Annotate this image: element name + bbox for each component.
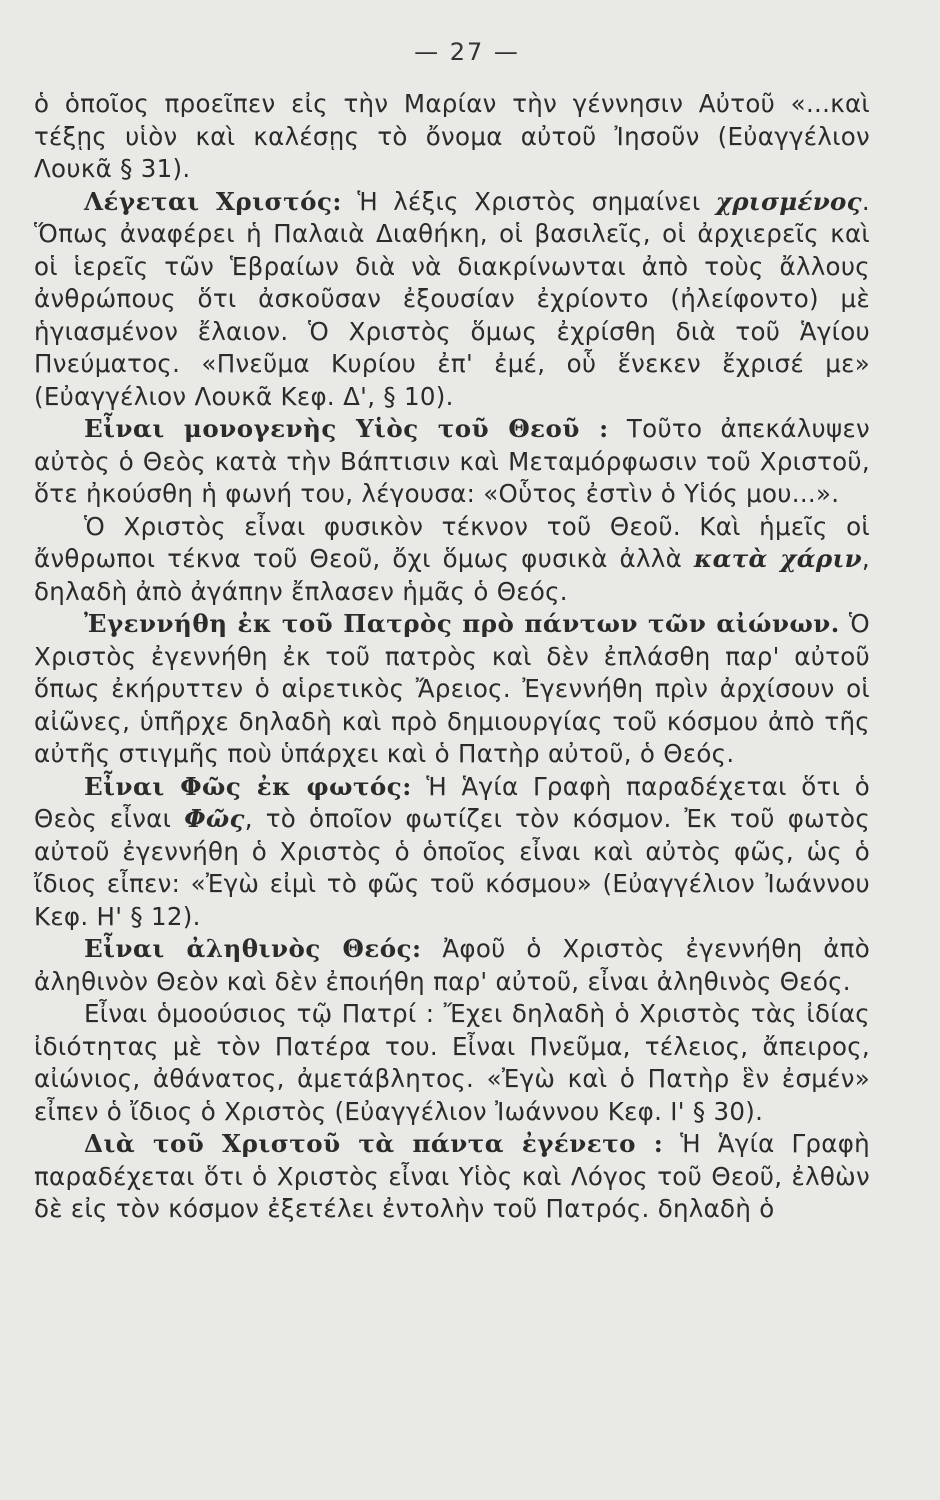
page-number: — 27 — (414, 38, 520, 66)
paragraph-text-continued: , τὸ ὁποῖον φωτίζει τὸν κόσμον. Ἐκ τοῦ φωτὸς αὐτοῦ ἐγεννήθη ὁ Χριστὸς ὁ ὁποῖος εἶναι καὶ αὐτὸς φῶς, ὡς ὁ ἴδιος εἶπεν: «Ἐγὼ εἰμὶ τὸ φῶς τοῦ κόσμου» (Εὐαγγέλιον Ἰωάννου Κεφ. Η' § 12). (34, 804, 870, 931)
paragraph-6 (34, 771, 870, 934)
emphasized-term: Φῶς (184, 804, 245, 833)
paragraph-text: ὁ ὁποῖος προεῖπεν εἰς τὴν Μαρίαν τὴν γέννησιν Αὐτοῦ «...καὶ τέξῃς υἱὸν καὶ καλέσῃς τὸ ὄνομα αὐτοῦ Ἰησοῦν (Εὐαγγέλιον Λουκᾶ § 31). (34, 89, 870, 183)
paragraph-text: Ἀφοῦ ὁ Χριστὸς ἐγεννήθη ἀπὸ ἀληθινὸν Θεὸν καὶ δὲν ἐποιήθη παρ' αὐτοῦ, εἶναι ἀληθινὸς Θεός. (34, 934, 870, 996)
paragraph-1 (34, 88, 870, 186)
paragraph-7 (34, 933, 870, 998)
paragraph-text: Ἡ Ἁγία Γραφὴ παραδέχεται ὅτι ὁ Χριστὸς εἶναι Υἱὸς καὶ Λόγος τοῦ Θεοῦ, ἐλθὼν δὲ εἰς τὸν κόσμον ἐξετέλει ἐντολὴν τοῦ Πατρός. δηλαδὴ ὁ (34, 1129, 870, 1223)
paragraph-text: Ὁ Χριστὸς εἶναι φυσικὸν τέκνον τοῦ Θεοῦ. Καὶ ἡμεῖς οἱ ἄνθρωποι τέκνα τοῦ Θεοῦ, ὄχι ὅμως φυσικὰ ἀλλὰ (34, 511, 870, 573)
paragraph-heading: Λέγεται Χριστός: (84, 186, 342, 216)
paragraph-3 (34, 413, 870, 511)
paragraph-8 (34, 998, 870, 1128)
paragraph-text-continued: , δηλαδὴ ἀπὸ ἀγάπην ἔπλασεν ἡμᾶς ὁ Θεός. (34, 544, 871, 606)
paragraph-text: Ἡ Ἁγία Γραφὴ παραδέχεται ὅτι ὁ Θεὸς εἶναι (34, 771, 870, 833)
emphasized-term: χρισμένος (715, 186, 862, 216)
paragraph-heading: Εἶναι ἀληθινὸς Θεός: (84, 934, 422, 963)
paragraph-5 (34, 608, 870, 771)
paragraph-9 (34, 1128, 870, 1226)
paragraph-heading: Διὰ τοῦ Χριστοῦ τὰ πάντα ἐγένετο : (84, 1129, 664, 1158)
paragraph-text: Ὁ Χριστὸς ἐγεννήθη ἐκ τοῦ πατρὸς καὶ δὲν ἐπλάσθη παρ' αὐτοῦ ὅπως ἐκήρυττεν ὁ αἱρετικὸς Ἄρειος. Ἐγεννήθη πρὶν ἀρχίσουν οἱ αἰῶνες, ὑπῆρχε δηλαδὴ καὶ πρὸ δημιουργίας τοῦ κόσμου ἀπὸ τῆς αὐτῆς στιγμῆς ποὺ ὑπάρχει καὶ ὁ Πατὴρ αὐτοῦ, ὁ Θεός. (34, 609, 870, 768)
paragraph-4 (34, 511, 870, 609)
paragraph-heading: Εἶναι μονογενὴς Υἱὸς τοῦ Θεοῦ : (84, 414, 609, 443)
paragraph-text: Τοῦτο ἀπεκάλυψεν αὐτὸς ὁ Θεὸς κατὰ τὴν Βάπτισιν καὶ Μεταμόρφωσιν τοῦ Χριστοῦ, ὅτε ἠκούσθη ἡ φωνή του, λέγουσα: «Οὗτος ἐστὶν ὁ Υἱός μου...». (34, 414, 870, 508)
emphasized-term: κατὰ χάριν (693, 544, 862, 573)
paragraph-text: Εἶναι ὁμοούσιος τῷ Πατρί : Ἔχει δηλαδὴ ὁ Χριστὸς τὰς ἰδίας ἰδιότητας μὲ τὸν Πατέρα του. Εἶναι Πνεῦμα, τέλειος, ἄπειρος, αἰώνιος, ἀθάνατος, ἀμετάβλητος. «Ἐγὼ καὶ ὁ Πατὴρ ἓν ἐσμέν» εἶπεν ὁ ἴδιος ὁ Χριστὸς (Εὐαγγέλιον Ἰωάννου Κεφ. Ι' § 30). (34, 999, 870, 1126)
paragraph-heading: Ἐγεννήθη ἐκ τοῦ Πατρὸς πρὸ πάντων τῶν αἰώνων. (84, 609, 840, 638)
paragraph-heading: Εἶναι Φῶς ἐκ φωτός: (84, 771, 412, 801)
paragraph-text: Ἡ λέξις Χριστὸς σημαίνει (341, 186, 716, 216)
paragraph-text-continued: . Ὅπως ἀναφέρει ἡ Παλαιὰ Διαθήκη, οἱ βασιλεῖς, οἱ ἀρχιερεῖς καὶ οἱ ἱερεῖς τῶν Ἑβραίων διὰ νὰ διακρίνωνται ἀπὸ τοὺς ἄλλους ἀνθρώπους ὅτι ἀσκοῦσαν ἐξουσίαν ἐχρίοντο (ἠλείφοντο) μὲ ἡγιασμένον ἔλαιον. Ὁ Χριστὸς ὅμως ἐχρίσθη διὰ τοῦ Ἁγίου Πνεύματος. «Πνεῦμα Κυρίου ἐπ' ἐμέ, οὗ ἕνεκεν ἔχρισέ με» (Εὐαγγέλιον Λουκᾶ Κεφ. Δ', § 10). (34, 186, 870, 411)
paragraph-2 (34, 186, 870, 414)
